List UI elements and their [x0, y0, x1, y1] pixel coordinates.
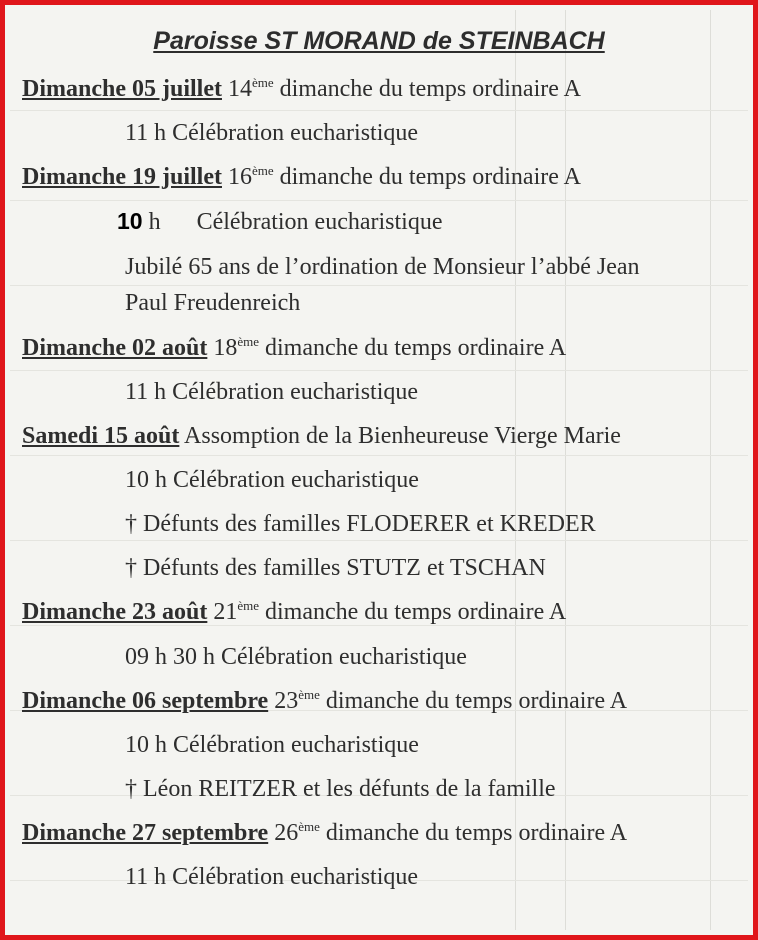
- entry-detail: Paul Freudenreich: [125, 290, 301, 316]
- entry-heading: Samedi 15 août Assomption de la Bienheureuse Vierge Marie: [22, 423, 621, 449]
- entry-day: Dimanche 23 août: [22, 599, 208, 625]
- entry-heading: Dimanche 19 juillet 16ème dimanche du temps ordinaire A: [22, 163, 581, 190]
- entry-heading: Dimanche 05 juillet 14ème dimanche du temps ordinaire A: [22, 75, 581, 102]
- entry-heading: Dimanche 02 août 18ème dimanche du temps ordinaire A: [22, 334, 567, 361]
- entry-day: Dimanche 02 août: [22, 335, 208, 361]
- entry-detail: 11 h Célébration eucharistique: [125, 379, 419, 405]
- entry-day: Dimanche 06 septembre: [22, 688, 269, 714]
- entry-heading: Dimanche 27 septembre 26ème dimanche du temps ordinaire A: [22, 819, 628, 846]
- entry-heading: Dimanche 06 septembre 23ème dimanche du temps ordinaire A: [22, 687, 628, 714]
- entry-detail: 10 h Célébration eucharistique: [117, 208, 443, 235]
- entry-day: Samedi 15 août: [22, 423, 180, 449]
- entry-day: Dimanche 27 septembre: [22, 820, 269, 846]
- page-title: Paroisse ST MORAND de STEINBACH: [153, 27, 605, 55]
- hour-highlight: 10: [117, 208, 143, 234]
- entry-detail: 09 h 30 h Célébration eucharistique: [125, 644, 467, 670]
- entry-heading: Dimanche 23 août 21ème dimanche du temps ordinaire A: [22, 598, 567, 625]
- entry-detail: 11 h Célébration eucharistique: [125, 864, 419, 890]
- entry-detail: 10 h Célébration eucharistique: [125, 732, 419, 758]
- entry-day: Dimanche 19 juillet: [22, 164, 222, 190]
- entry-detail: Jubilé 65 ans de l’ordination de Monsieur l’abbé Jean: [125, 254, 640, 280]
- entry-day: Dimanche 05 juillet: [22, 76, 222, 102]
- entry-detail: † Défunts des familles FLODERER et KREDER: [125, 511, 596, 537]
- entry-detail: † Défunts des familles STUTZ et TSCHAN: [125, 555, 546, 581]
- entry-detail: 10 h Célébration eucharistique: [125, 467, 419, 493]
- entry-detail: † Léon REITZER et les défunts de la famille: [125, 776, 556, 802]
- entry-detail: 11 h Célébration eucharistique: [125, 120, 419, 146]
